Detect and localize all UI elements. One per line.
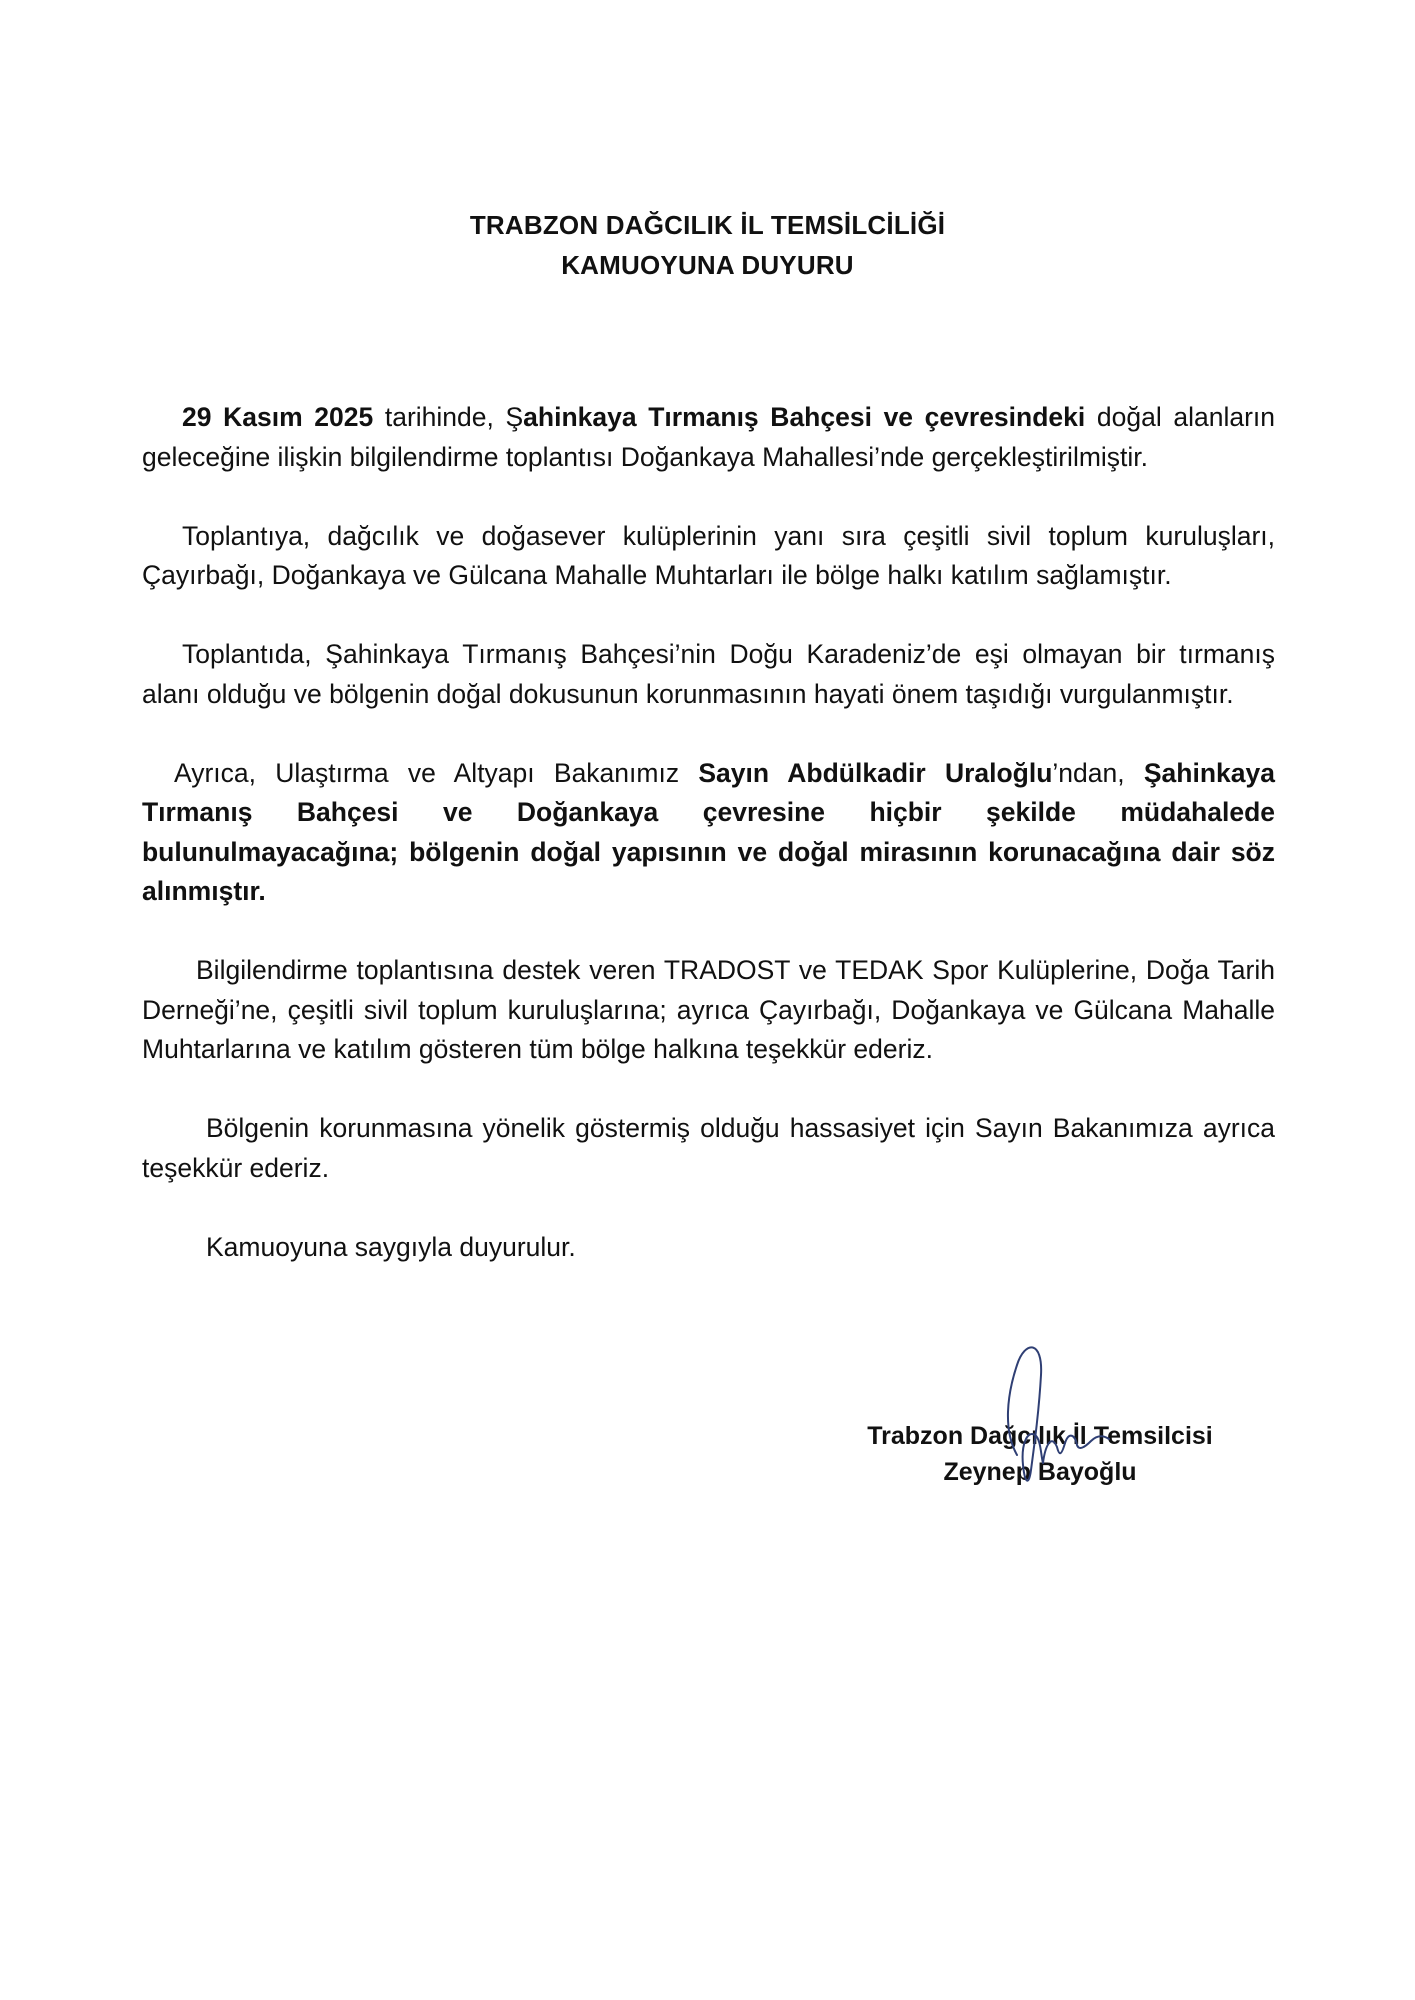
signatory-title: Trabzon Dağcılık İl Temsilcisi xyxy=(867,1422,1213,1450)
announcement-body xyxy=(142,398,1275,1307)
meeting-date: 29 Kasım 2025 xyxy=(182,402,374,432)
paragraph-ministry-promise: Ayrıca, Ulaştırma ve Altyapı Bakanımız Sayın Abdülkadir Uraloğlu’ndan, Şahinkaya Tırmanış Bahçesi ve Doğankaya çevresine hiçbir şekilde müdahalede bulunulmayacağına; bölgenin doğal yapısının ve doğal mirasının korunacağına dair söz alınmıştır. xyxy=(142,757,1275,906)
announcement-title: KAMUOYUNA DUYURU xyxy=(561,250,854,280)
paragraph-closing: Kamuoyuna saygıyla duyurulur. xyxy=(206,1231,576,1262)
meeting-place: ahinkaya Tırmanış Bahçesi ve çevresindeki xyxy=(523,402,1086,432)
signatory-name: Zeynep Bayoğlu xyxy=(943,1458,1137,1486)
paragraph-participants: Toplantıya, dağcılık ve doğasever kulüplerinin yanı sıra çeşitli sivil toplum kuruluşları, Çayırbağı, Doğankaya ve Gülcana Mahalle Muhtarları ile bölge halkı katılım sağlamıştır. xyxy=(142,520,1275,590)
paragraph-thanks-supporters: Bilgilendirme toplantısına destek veren TRADOST ve TEDAK Spor Kulüplerine, Doğa Tarih Derneği’ne, çeşitli sivil toplum kuruluşlarına; ayrıca Çayırbağı, Doğankaya ve Gülcana Mahalle Muhtarlarına ve katılım gösteren tüm bölge halkına teşekkür ederiz. xyxy=(142,955,1275,1064)
minister-name: Sayın Abdülkadir Uraloğlu xyxy=(698,757,1053,788)
organization-title: TRABZON DAĞCILIK İL TEMSİLCİLİĞİ xyxy=(469,210,946,240)
paragraph-emphasis: Toplantıda, Şahinkaya Tırmanış Bahçesi’nin Doğu Karadeniz’de eşi olmayan bir tırmanış alanı olduğu ve bölgenin doğal dokusunun korunmasının hayati önem taşıdığı vurgulanmıştır. xyxy=(142,639,1275,709)
document-heading xyxy=(0,205,1415,285)
paragraph-meeting-date: 29 Kasım 2025 tarihinde, Şahinkaya Tırmanış Bahçesi ve çevresindeki doğal alanların geleceğine ilişkin bilgilendirme toplantısı Doğankaya Mahallesi’nde gerçekleştirilmiştir. xyxy=(142,402,1275,472)
handwritten-signature-icon xyxy=(995,1335,1115,1490)
paragraph-thanks-minister: Bölgenin korunmasına yönelik göstermiş olduğu hassasiyet için Sayın Bakanımıza ayrıca teşekkür ederiz. xyxy=(142,1113,1275,1183)
promise-statement: Şahinkaya Tırmanış Bahçesi ve Doğankaya çevresine hiçbir şekilde müdahalede bulunulmayacağına; bölgenin doğal yapısının ve doğal mirasının korunacağına dair söz alınmıştır. xyxy=(142,757,1275,906)
